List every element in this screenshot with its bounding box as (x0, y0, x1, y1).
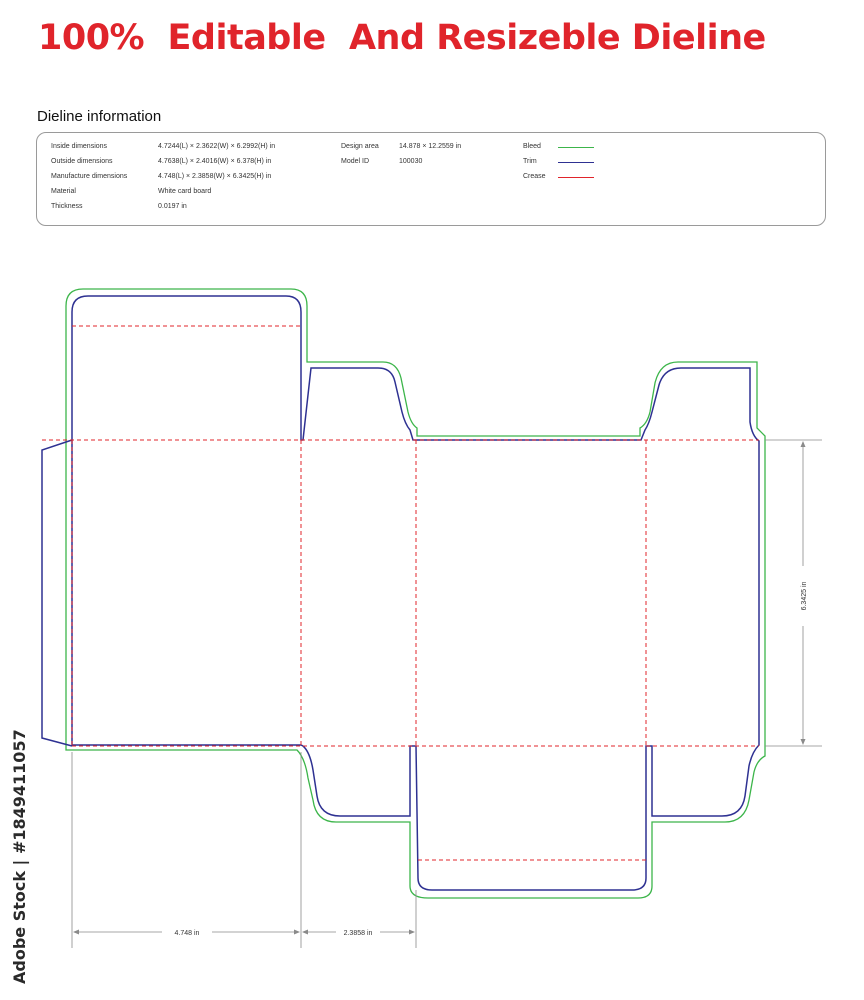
info-label-inside: Inside dimensions (51, 143, 108, 150)
headline: 100% Editable And Resizeble Dieline (38, 18, 766, 58)
arrow-height-top (801, 441, 806, 447)
legend-label-trim: Trim (523, 158, 537, 165)
info-label-manufacture: Manufacture dimensions (51, 173, 128, 180)
info-label-thickness: Thickness (51, 203, 83, 210)
info-value-material: White card board (158, 188, 212, 195)
info-value-outside: 4.7638(L) × 2.4016(W) × 6.378(H) in (158, 158, 272, 165)
dim-height-label: 6.3425 in (801, 581, 808, 611)
model-id-label: Model ID (341, 158, 370, 165)
dimension-lines (72, 440, 822, 948)
info-value-manufacture: 4.748(L) × 2.3858(W) × 6.3425(H) in (158, 173, 272, 180)
stock-credit: Adobe Stock | #1849411057 (10, 729, 29, 984)
legend-label-crease: Crease (523, 173, 546, 180)
arrow-width-left (302, 930, 308, 935)
legend-label-bleed: Bleed (523, 143, 541, 150)
arrow-length-left (73, 930, 79, 935)
info-label-outside: Outside dimensions (51, 158, 113, 165)
trim-outline (72, 296, 759, 890)
info-title: Dieline information (37, 108, 162, 125)
design-area-label: Design area (341, 143, 379, 150)
info-value-thickness: 0.0197 in (158, 203, 187, 210)
dim-width-label: 2.3858 in (343, 930, 373, 937)
info-label-material: Material (51, 188, 76, 195)
dim-length-label: 4.748 in (174, 930, 200, 937)
info-value-inside: 4.7244(L) × 2.3622(W) × 6.2992(H) in (158, 143, 276, 150)
arrow-height-bottom (801, 739, 806, 745)
arrow-width-right (409, 930, 415, 935)
design-area-value: 14.878 × 12.2559 in (399, 143, 462, 150)
arrow-length-right (294, 930, 300, 935)
glue-flap (42, 440, 72, 746)
model-id-value: 100030 (399, 158, 423, 165)
